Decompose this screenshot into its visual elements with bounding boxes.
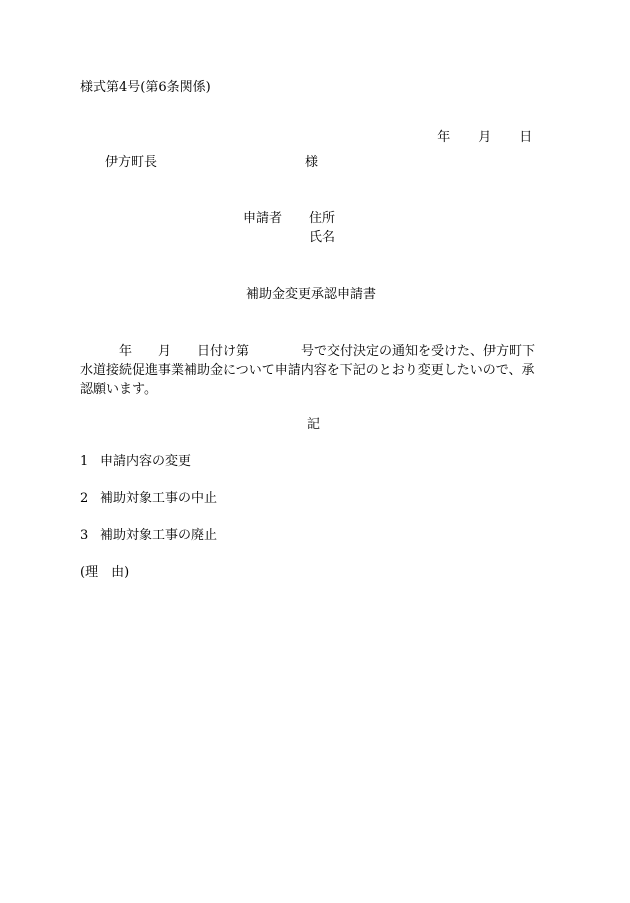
body-line-2: 水道接続促進事業補助金について申請内容を下記のとおり変更したいので、承 <box>80 363 535 378</box>
date-line <box>429 118 532 144</box>
list-item <box>80 492 217 505</box>
list-item-number: 2 <box>80 491 89 506</box>
ki-heading: 記 <box>307 417 321 432</box>
reason-label: (理 由) <box>80 565 130 580</box>
applicant-label: 申請者 <box>243 211 283 226</box>
list-item <box>80 455 191 468</box>
list-item-text: 補助対象工事の廃止 <box>100 528 218 543</box>
list-item <box>80 529 217 542</box>
address-label: 住所 <box>309 211 336 226</box>
list-item-number: 1 <box>80 454 89 469</box>
form-number: 様式第4号(第6条関係) <box>80 80 211 95</box>
list-item-number: 3 <box>80 528 89 543</box>
list-item-text: 申請内容の変更 <box>100 454 192 469</box>
body-text <box>80 342 555 399</box>
date-day-label: 日 <box>519 130 533 145</box>
addressee-honorific: 様 <box>305 155 319 170</box>
name-label: 氏名 <box>309 230 336 245</box>
addressee-name: 伊方町長 <box>105 155 158 170</box>
body-line-3: 認願います。 <box>80 382 157 397</box>
body-line-1: 年 月 日付け第 号で交付決定の通知を受けた、伊方町下 <box>80 344 536 359</box>
date-month-label: 月 <box>478 130 492 145</box>
document-title: 補助金変更承認申請書 <box>246 287 377 302</box>
list-item-text: 補助対象工事の中止 <box>100 491 218 506</box>
date-year-label: 年 <box>437 130 451 145</box>
